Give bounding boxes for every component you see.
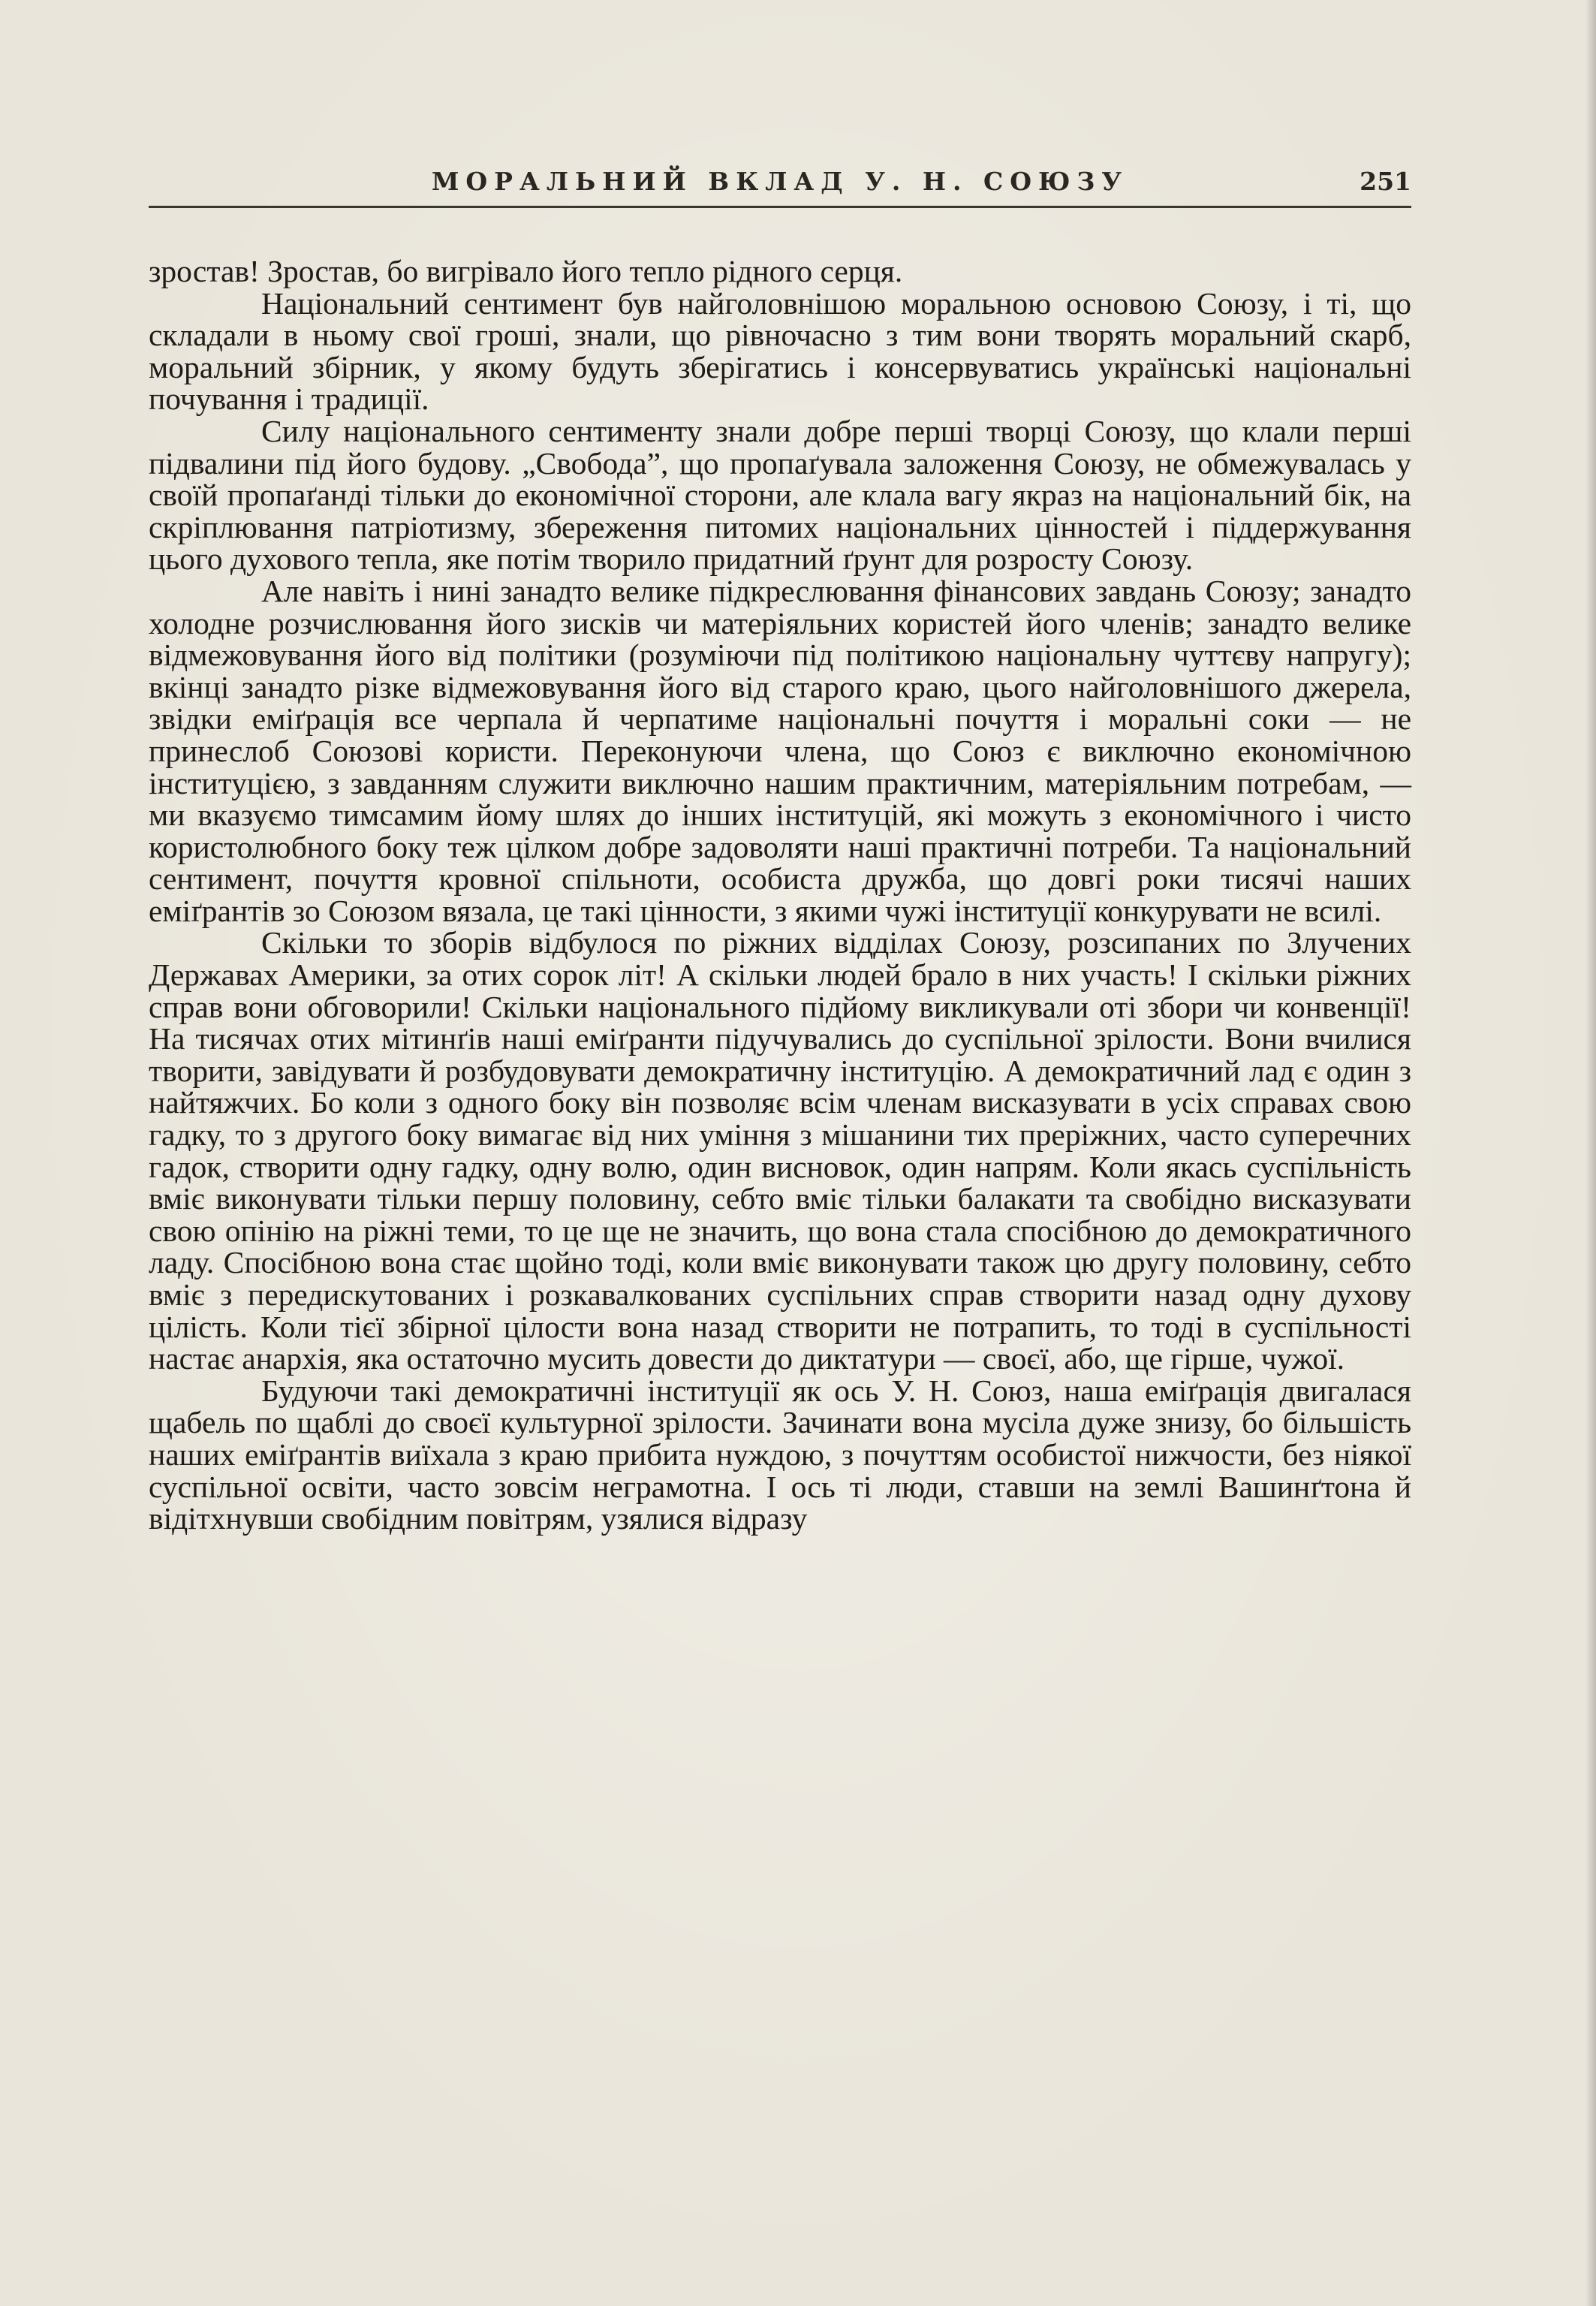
header-rule — [149, 206, 1411, 208]
paragraph: Будуючи такі демократичні інституції як ось У. Н. Союз, наша еміґрація двигалася щабель по щаблі до своєї культурної зрілости. Зачинати вона мусіла дуже знизу, бо більшість наших еміґрантів виїхала з краю прибита нуждою, з почуттям особистої нижчости, без ніякої суспільної освіти, часто зовсім неграмотна. І ось ті люди, ставши на землі Вашинґтона й відітхнувши свобідним повітрям, узялися відразу — [149, 1373, 1411, 1536]
paragraph: Скільки то зборів відбулося по ріжних відділах Союзу, розсипаних по Злучених Державах Америки, за отих сорок літ! А скільки людей брало в них участь! І скільки ріжних справ вони обговорили! Скільки національного підйому викликували оті збори чи конвенції! На тисячах отих мітинґів наші еміґранти підучувались до суспільної зрілости. Вони вчилися творити, завідувати й розбудовувати демократичну інституцію. А демократичний лад є один з найтяжчих. Бо коли з одного боку він позволяє всім членам висказувати в усіх справах свою гадку, то з другого боку вимагає від них уміння з мішанини тих преріжних, часто суперечних гадок, створити одну гадку, одну волю, один висновок, один напрям. Коли якась суспільність вміє виконувати тільки першу половину, себто вміє тільки балакати та свобідно висказувати свою опінію на ріжні теми, то це ще не значить, що вона стала спосібною до демократичного ладу. Спосібною вона стає щойно тоді, коли вміє виконувати також цю другу половину, себто вміє з передискутованих і розкавалкованих суспільних справ створити назад одну духову цілість. Коли тієї збірної цілости вона назад створити не потрапить, то тоді в суспільності настає анархія, яка остаточно мусить довести до диктатури — своєї, або, ще гірше, чужої. — [149, 925, 1411, 1376]
paragraph-continuation: зростав! Зростав, бо вигрівало його тепло рідного серця. — [149, 254, 903, 288]
paragraph: Національний сентимент був найголовнішою моральною основою Союзу, і ті, що складали в ньому свої гроші, знали, що рівночасно з тим вони творять моральний скарб, моральний збірник, у якому будуть зберігатись і консервуватись українські національні почування і традиції. — [149, 285, 1411, 417]
paragraph: Але навіть і нині занадто велике підкреслювання фінансових завдань Союзу; занадто холодне розчислювання його зисків чи матеріяльних користей його членів; занадто велике відмежовування його від політики (розуміючи під політикою національну чуттєву напругу); вкінці занадто різке відмежовування його від старого краю, цього найголовнішого джерела, звідки еміґрація все черпала й черпатиме національні почуття і моральні соки — не принеслоб Союзові користи. Переконуючи члена, що Союз є виключно економічною інституцією, з завданням служити виключно нашим практичним, матеріяльним потребам, — ми вказуємо тимсамим йому шлях до інших інституцій, які можуть з економічного і чисто користолюбного боку теж цілком добре задоволяти наші практичні потреби. Та національний сентимент, почуття кровної спільноти, особиста дружба, що довгі роки тисячі наших еміґрантів зо Союзом вязала, це такі цінности, з якими чужі інституції конкурувати не всилі. — [149, 573, 1411, 928]
page-number: 251 — [1360, 167, 1411, 196]
body-text — [149, 255, 1411, 1535]
page-edge-shadow — [1585, 0, 1596, 2306]
paragraph: Силу національного сентименту знали добре перші творці Союзу, що клали перші підвалини під його будову. „Свобода”, що пропаґувала заложення Союзу, не обмежувалась у своїй пропаґанді тільки до економічної сторони, але клала вагу якраз на національний бік, на скріплювання патріотизму, збереження питомих національних цінностей і піддержування цього духового тепла, яке потім творило придатний ґрунт для розросту Союзу. — [149, 413, 1411, 577]
running-title: МОРАЛЬНИЙ ВКЛАД У. Н. СОЮЗУ — [431, 167, 1129, 196]
page-header — [149, 159, 1411, 204]
